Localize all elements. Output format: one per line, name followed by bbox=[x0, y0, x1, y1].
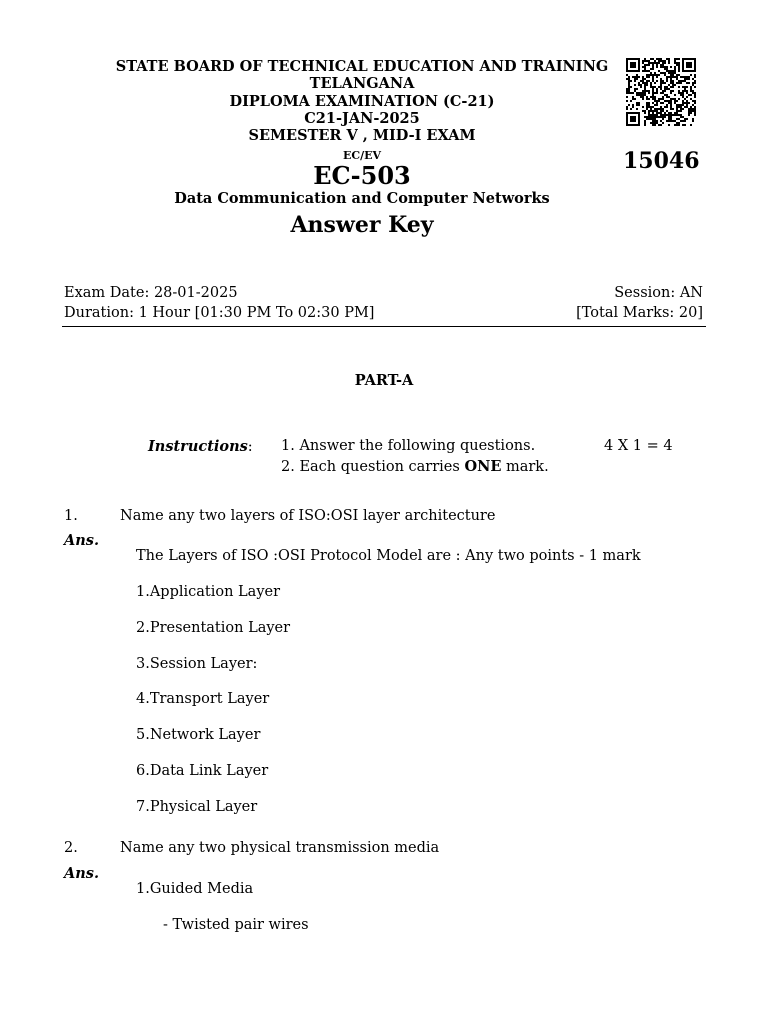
list-item: 1.Guided Media bbox=[136, 881, 254, 897]
subject-name: Data Communication and Computer Networks bbox=[174, 190, 550, 207]
list-item: 6.Data Link Layer bbox=[136, 763, 269, 779]
question-number: 1. bbox=[64, 508, 78, 524]
branch: EC/EV bbox=[342, 149, 382, 162]
list-item: 2.Presentation Layer bbox=[136, 620, 291, 636]
sub-list-item: - Twisted pair wires bbox=[163, 917, 309, 933]
answer-label: Ans. bbox=[64, 865, 100, 882]
semester: SEMESTER V , MID-I EXAM bbox=[248, 127, 476, 144]
exam-name: DIPLOMA EXAMINATION (C-21) bbox=[229, 93, 495, 110]
board-name: STATE BOARD OF TECHNICAL EDUCATION AND TRAINING bbox=[115, 58, 609, 75]
answer-label: Ans. bbox=[64, 532, 100, 549]
answer-intro: The Layers of ISO :OSI Protocol Model are : Any two points - 1 mark bbox=[136, 548, 641, 564]
list-item: 1.Application Layer bbox=[136, 584, 281, 600]
list-item: 7.Physical Layer bbox=[136, 799, 258, 815]
question-number: 2. bbox=[64, 840, 78, 856]
subject-code: EC-503 bbox=[313, 161, 411, 190]
marks-formula: 4 X 1 = 4 bbox=[604, 438, 673, 454]
session-code: C21-JAN-2025 bbox=[304, 110, 420, 127]
instructions-label: Instructions: bbox=[148, 438, 253, 455]
question-text: Name any two physical transmission media bbox=[120, 840, 440, 856]
total-marks: [Total Marks: 20] bbox=[576, 305, 703, 321]
header-divider bbox=[62, 326, 706, 327]
paper-code: 15046 bbox=[623, 148, 700, 174]
part-a-title: PART-A bbox=[354, 372, 414, 389]
list-item: 3.Session Layer: bbox=[136, 656, 258, 672]
list-item: 5.Network Layer bbox=[136, 727, 261, 743]
duration: Duration: 1 Hour [01:30 PM To 02:30 PM] bbox=[64, 305, 375, 321]
exam-date: Exam Date: 28-01-2025 bbox=[64, 285, 238, 301]
page-title: Answer Key bbox=[290, 212, 434, 238]
list-item: 4.Transport Layer bbox=[136, 691, 270, 707]
qr-code-icon bbox=[626, 58, 696, 126]
instruction-1: 1. Answer the following questions. bbox=[281, 438, 536, 454]
instruction-2: 2. Each question carries ONE mark. bbox=[281, 458, 549, 475]
session: Session: AN bbox=[614, 285, 703, 301]
question-text: Name any two layers of ISO:OSI layer architecture bbox=[120, 508, 496, 524]
state-name: TELANGANA bbox=[309, 75, 415, 92]
